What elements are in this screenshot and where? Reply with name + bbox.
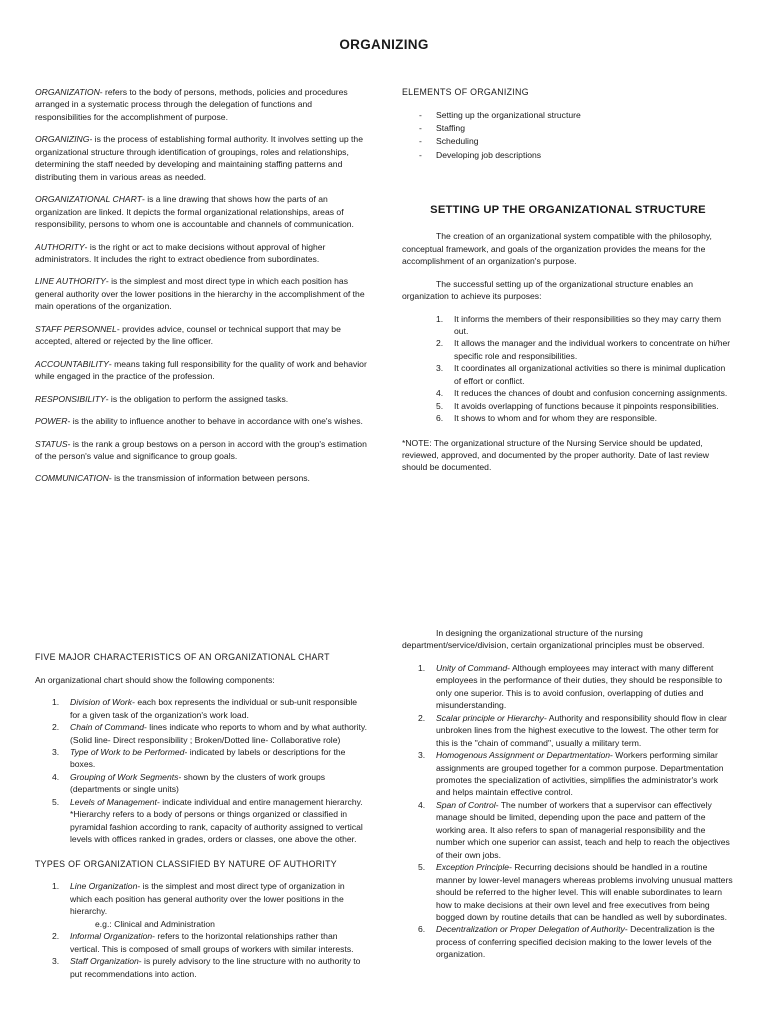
elements-heading: ELEMENTS OF ORGANIZING [402,87,529,97]
definition-text: - is the transmission of information between persons. [108,473,310,484]
definition-text: - provides advice, counsel or technical support that may be accepted, altered or rejected by the line officer. [35,323,341,347]
principles-section [402,627,734,973]
definition [35,438,367,463]
definition [35,415,367,427]
chart-characteristics-heading: FIVE MAJOR CHARACTERISTICS OF AN ORGANIZATIONAL CHART [35,652,330,662]
page-title: ORGANIZING [339,37,429,52]
definition [35,393,367,405]
definition-text: - is a line drawing that shows how the parts of an organization are linked. It depicts the formal organizational relationships, areas of responsibility, persons to whom one is accountable and channels of communication. [35,194,354,230]
list-item: 4. Span of Control- The number of workers that a supervisor can effectively manage should be limited, depending upon the pace and pattern of the working area. It also refers to span of managerial responsibility and the number which one superior can assist, teach and help to reach the objectives of their own jobs. [418,799,730,860]
definition-text: - is the rank a group bestows on a person in accord with the group's estimation of the person's value and significance to group goals. [35,438,367,461]
list-item: 3. Homogenous Assignment or Departmentation- Workers performing similar assignments are grouped together for a common purpose. Departmentation promotes the specialization of activities, simplifies the administrator's work and helps maintain effective control. [418,750,724,798]
definition-term: ORGANIZATION [35,87,100,97]
definition [35,193,367,230]
definition-term: LINE AUTHORITY [35,276,106,287]
list-item: 1. Division of Work- each box represents the individual or sub-unit responsible for a given task of the organization's work load. [52,697,358,720]
list-item: 2. It allows the manager and the individual workers to concentrate on hi/her specific role and responsibilities. [436,338,731,361]
definition-term: RESPONSIBILITY [35,393,106,404]
list-item: 2. Informal Organization- refers to the horizontal relationships rather than vertical. This is composed of small groups of workers with similar interests. [52,931,354,954]
structure-list [402,313,734,425]
list-item: - Developing job descriptions [419,149,542,160]
list-item: 4. Grouping of Work Segments- shown by the clusters of work groups (departments or single units) [52,771,326,795]
list-item: 2. Scalar principle or Hierarchy- Authority and responsibility should flow in clear unbroken lines from the highest executive to the lowest. The other term for this is the "chain of command", usually a military term. [418,712,727,748]
definition-term: ACCOUNTABILITY [35,358,109,369]
definition-term: ORGANIZING [35,134,90,145]
chart-characteristics-intro: An organizational chart should show the following components: [35,674,275,685]
list-item: - Scheduling [419,136,479,147]
structure-note: *NOTE: The organizational structure of the Nursing Service should be updated, reviewed, approved, and documented by the proper authority. Date of last review should be documented. [402,437,710,473]
definition-term: ORGANIZATIONAL CHART [35,194,142,205]
list-item: 1. Unity of Command- Although employees may interact with many different employees in the performance of their duties, they should be responsible to only one superior. This is to avoid confusion, overlapping of duties and misunderstanding. [418,662,723,711]
principles-list [402,662,734,961]
definition [35,133,367,183]
definition-term: COMMUNICATION [35,473,109,484]
definition-term: AUTHORITY [35,241,85,252]
definition-text: - is the simplest and most direct type in which each position has general authority over the lower positions in the hierarchy in the accomplishment of the main operations of the organization. [35,276,365,312]
definition [35,275,367,312]
elements-section [402,86,734,484]
definition-text: - means taking full responsibility for the quality of work and behavior while engaged in the practice of the profession. [35,358,367,382]
list-item: 5. It avoids overlapping of functions because it pinpoints responsibilities. [436,400,719,411]
list-item: 6. Decentralization or Proper Delegation of Authority- Decentralization is the process of conferring specified decision making to the lower levels of the organization. [418,924,715,960]
list-item: 3. Type of Work to be Performed- indicated by labels or descriptions for the boxes. [52,747,346,770]
elements-list [402,109,734,162]
definition-text: - is the right or act to make decisions without approval of higher administrators. It includes the right to extract obedience from subordinates. [35,241,326,264]
list-item: 3. Staff Organization- is purely advisory to the line structure with no authority to put recommendations into action. [52,956,361,979]
structure-paragraph: The creation of an organizational system compatible with the philosophy, conceptual framework, and goals of the organization provides the means for the accomplishment of an organization's purpose. [402,231,712,267]
list-item: 4. It reduces the chances of doubt and confusion concerning assignments. [436,388,728,399]
list-item: 6. It shows to whom and for whom they are responsible. [436,413,658,424]
list-item: 5. Exception Principle- Recurring decisions should be handled in a routine manner by lower-level managers whereas problems involving unusual matters should be referred to the higher level. This will enable subordinates to learn how to make decisions at their own level and free executives from being bogged down by routine details that can be handled as well by subordinates. [418,862,733,922]
types-list [35,880,367,980]
definition-text: - refers to the body of persons, methods, policies and procedures arranged in a systematic process through the delegation of functions and responsibilities for the accomplishment of purpose. [35,87,348,122]
list-item: 1. It informs the members of their responsibilities so they may carry them out. [436,313,721,336]
list-item: - Staffing [419,123,465,134]
definition [35,323,367,348]
list-item: 3. It coordinates all organizational activities so there is minimal duplication of effort or conflict. [436,363,726,386]
types-heading: TYPES OF ORGANIZATION CLASSIFIED BY NATURE OF AUTHORITY [35,858,337,869]
definitions-section [35,86,367,495]
list-item: 5. Levels of Management- indicate individual and entire management hierarchy. *Hierarchy refers to a body of persons or things organized or classified in pyramidal fashion according to rank, capacity of authority assigned to vertical levels with offices ranked in grades, orders or classes, one above the other. [52,796,363,845]
principles-intro: In designing the organizational structure of the nursing department/service/division, certain organizational principles must be observed. [402,628,705,651]
definition [35,241,367,266]
example-text: e.g.: Clinical and Administration [95,918,215,929]
list-item: - Setting up the organizational structure [419,109,581,120]
definition-term: STAFF PERSONNEL [35,323,117,334]
definition-term: STATUS [35,438,68,449]
definition-text: - is the process of establishing formal authority. It involves setting up the organizational structure through identification of groupings, roles and relationships, determining the staff needed by developing and maintaining staffing patterns and distributing them in various areas as needed. [35,134,363,182]
chart-characteristics-section [35,651,367,992]
list-item: 1. Line Organization- is the simplest and most direct type of organization in which each position has general authority over the lower positions in the hierarchy. e.g.: Clinical and Administration [35,880,367,930]
definition-text: - is the ability to influence another to behave in accordance with one's wishes. [67,416,363,427]
definition [35,86,367,123]
chart-characteristics-list [35,696,367,845]
structure-heading: SETTING UP THE ORGANIZATIONAL STRUCTURE [430,204,706,216]
definition [35,358,367,383]
definition-text: - is the obligation to perform the assigned tasks. [105,393,289,404]
definition-term: POWER [35,416,68,427]
structure-paragraph: The successful setting up of the organizational structure enables an organization to achieve its purposes: [402,278,694,302]
list-item: 2. Chain of Command- lines indicate who reports to whom and by what authority. (Solid line- Direct responsibility ; Broken/Dotted line- Collaborative role) [52,722,367,745]
definition [35,472,367,484]
